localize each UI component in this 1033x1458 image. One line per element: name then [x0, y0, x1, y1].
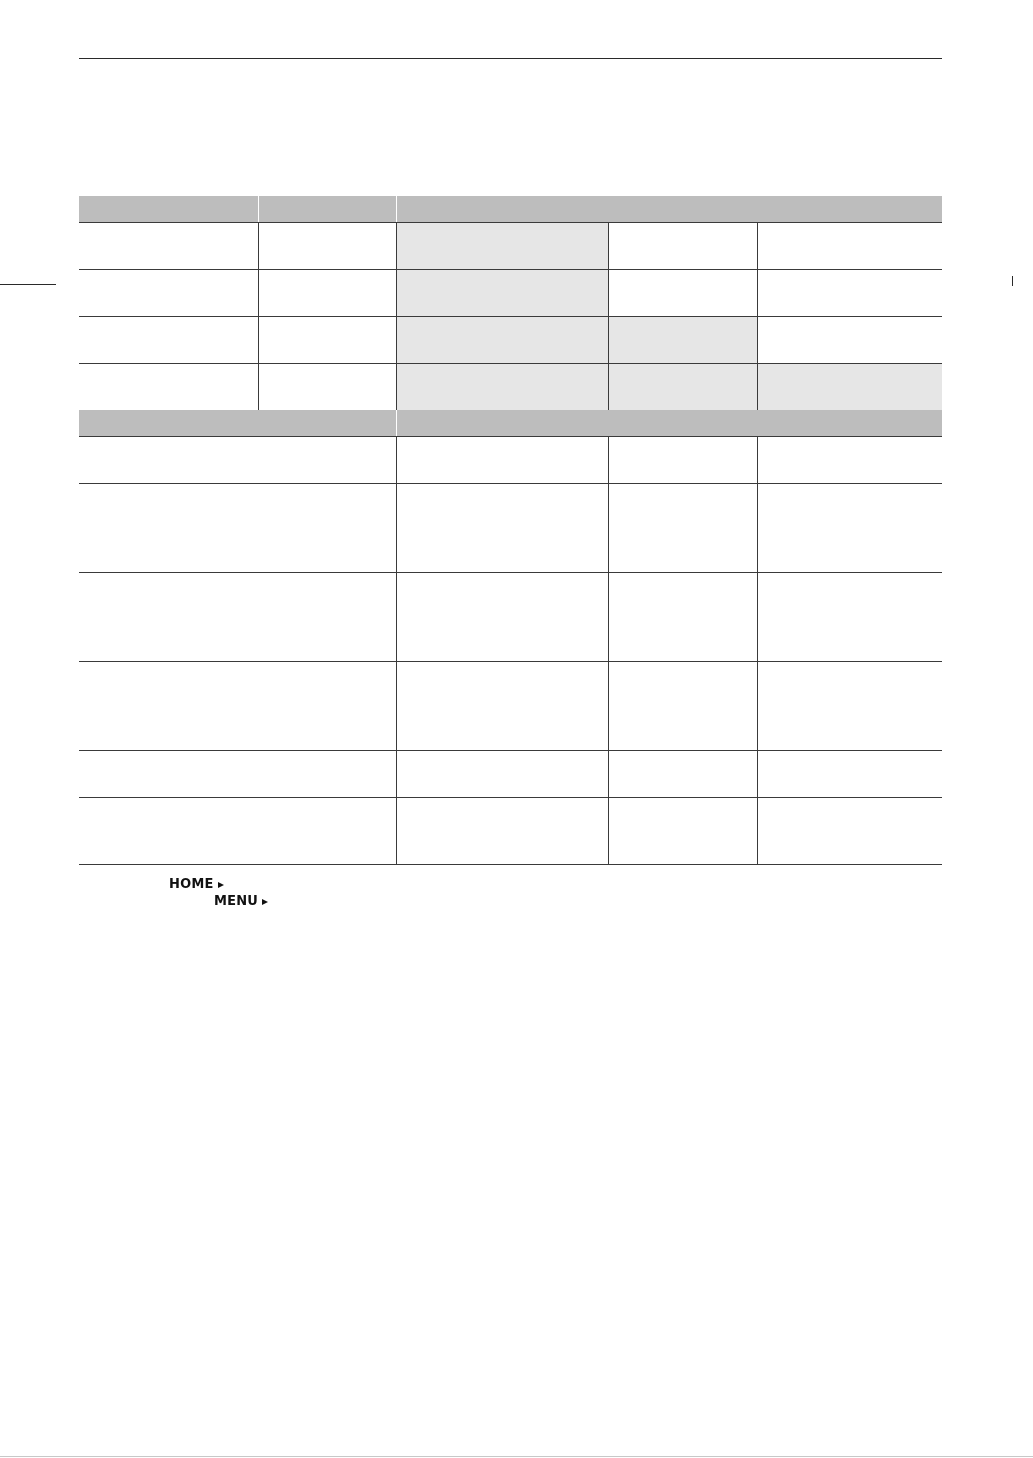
table-cell-shaded [609, 364, 757, 410]
row-rule [79, 572, 942, 573]
column-rule [258, 222, 259, 410]
column-rule [608, 222, 609, 410]
table-header-row-2 [79, 410, 942, 436]
table-cell-shaded [397, 364, 608, 410]
row-rule [79, 864, 942, 865]
table-cell-shaded [758, 364, 942, 410]
table-cell-shaded [397, 317, 608, 363]
row-rule [79, 661, 942, 662]
row-rule [79, 316, 942, 317]
table-cell-shaded [609, 317, 757, 363]
table-cell-shaded [397, 270, 608, 316]
header-divider [396, 196, 397, 222]
column-rule [396, 222, 397, 410]
column-rule [396, 436, 397, 864]
row-rule [79, 797, 942, 798]
bottom-rule [0, 1456, 1033, 1457]
triangle-right-icon [218, 882, 224, 888]
row-rule [79, 750, 942, 751]
row-rule [79, 483, 942, 484]
header-divider [396, 410, 397, 436]
table-header-row-1 [79, 196, 942, 222]
row-rule [79, 436, 942, 437]
menu-note [214, 894, 268, 909]
column-rule [757, 436, 758, 864]
home-note [169, 877, 224, 892]
menu-label: MENU [214, 894, 259, 909]
header-divider [258, 196, 259, 222]
row-rule [79, 269, 942, 270]
row-rule [79, 222, 942, 223]
row-rule [79, 363, 942, 364]
top-rule [79, 58, 942, 59]
home-label: HOME [169, 877, 214, 892]
triangle-right-icon [262, 899, 268, 905]
column-rule [608, 436, 609, 864]
margin-tick-right [1012, 276, 1013, 286]
table-cell-shaded [397, 223, 608, 269]
column-rule [757, 222, 758, 410]
margin-tick-left [0, 284, 56, 285]
